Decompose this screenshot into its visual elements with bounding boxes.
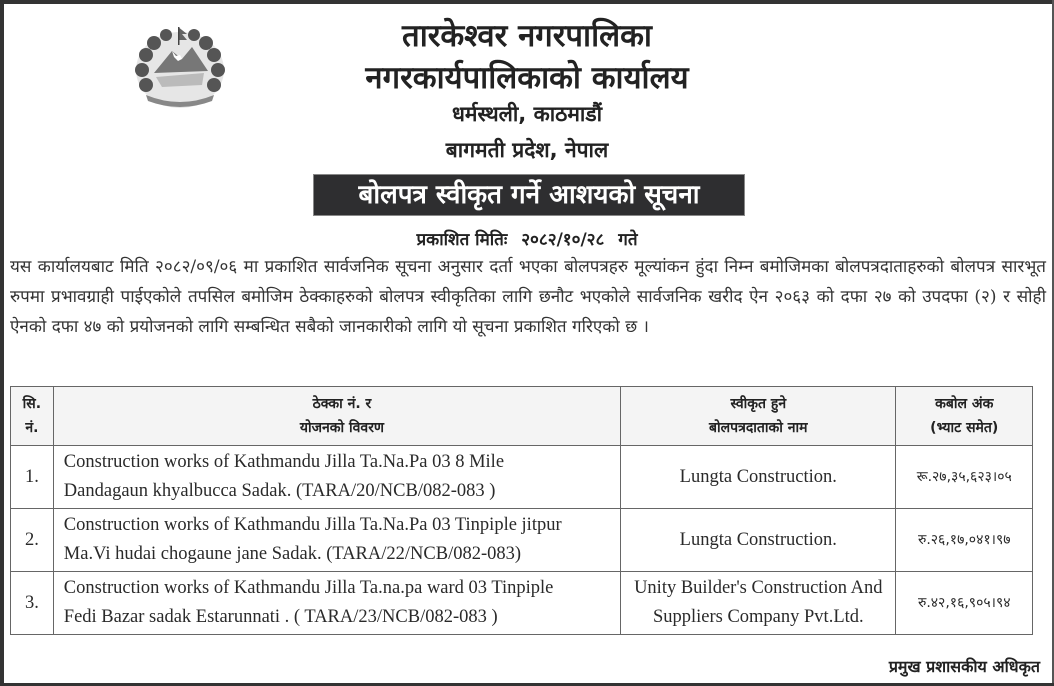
row-desc-line1: Construction works of Kathmandu Jilla Ta.Na.Pa 03 Tinpiple jitpur [63, 515, 562, 535]
row-bid-amount: रु.२६,१७,०४१।९७ [896, 509, 1033, 572]
frame-border-top [0, 0, 1054, 4]
header-desc-line1: ठेक्का नं. र [312, 396, 372, 412]
table-row [11, 446, 1033, 509]
header-bid-amount [896, 387, 1033, 446]
header-name-line1: स्वीकृत हुने [730, 396, 787, 412]
office-name: नगरकार्यपालिकाको कार्यालय [365, 60, 689, 96]
header-amount-line2: (भ्याट समेत) [930, 420, 999, 436]
notice-body: यस कार्यालयबाट मिति २०८२/०९/०६ मा प्रकाशित सार्वजनिक सूचना अनुसार दर्ता भएका बोलपत्रहरु मूल्यांकन हुंदा निम्न बमोजिमका बोलपत्रदाताहरुको बोलपत्र सारभूत रुपमा प्रभावग्राही पाईएकोले तपसिल बमोजिम ठेक्काहरुको बोलपत्र स्वीकृतिका लागि छनौट भएकोले सार्वजनिक खरीद ऐन २०६३ को दफा २७ को उपदफा (२) र सोही ऐनको दफा ४७ को प्रयोजनको लागि सम्बन्धित सबैको जानकारीको लागि यो सूचना प्रकाशित गरिएको छ । [10, 257, 1046, 337]
accepted-bids-table [10, 386, 1033, 635]
row-name-line1: Lungta Construction. [679, 466, 837, 487]
table-row [11, 509, 1033, 572]
row-desc-line2: Ma.Vi hudai chogaune jane Sadak. (TARA/22/NCB/082-083) [63, 544, 522, 564]
row-description [53, 572, 620, 635]
row-bid-amount: रु.४२,१६,९०५।९४ [896, 572, 1033, 635]
row-bid-amount: रू.२७,३५,६२३।०५ [896, 446, 1033, 509]
row-desc-line2: Fedi Bazar sadak Estarunnati . ( TARA/23/NCB/082-083 ) [63, 607, 498, 627]
row-bidder-name [621, 446, 896, 509]
signatory-title: प्रमुख प्रशासकीय अधिकृत [888, 657, 1040, 676]
header-contract-description [53, 387, 620, 446]
header-desc-line2: योजनको विवरण [299, 420, 385, 436]
header-sn-line2: नं. [25, 420, 39, 436]
office-province: बागमती प्रदेश, नेपाल [445, 138, 609, 162]
table-header-row [11, 387, 1033, 446]
header-name-line2: बोलपत्रदाताको नाम [709, 420, 808, 436]
published-suffix: गते [618, 230, 638, 250]
row-serial-number: 2. [11, 509, 54, 572]
table-row [11, 572, 1033, 635]
office-location: धर्मस्थली, काठमाडौं [451, 102, 603, 126]
row-name-line1: Lungta Construction. [679, 529, 837, 550]
row-name-line1: Unity Builder's Construction And [634, 578, 883, 598]
published-date: २०८२/१०/२८ [521, 230, 605, 250]
header-bidder-name [621, 387, 896, 446]
row-desc-line1: Construction works of Kathmandu Jilla Ta.Na.Pa 03 8 Mile [63, 452, 505, 472]
published-label: प्रकाशित मितिः [416, 230, 508, 250]
row-description [53, 509, 620, 572]
header-sn-line1: सि. [22, 396, 42, 412]
row-bidder-name [621, 572, 896, 635]
header-amount-line1: कबोल अंक [935, 396, 994, 412]
row-desc-line1: Construction works of Kathmandu Jilla Ta.na.pa ward 03 Tinpiple [63, 578, 554, 598]
row-bidder-name [621, 509, 896, 572]
row-serial-number: 1. [11, 446, 54, 509]
row-name-line2: Suppliers Company Pvt.Ltd. [652, 607, 864, 627]
notice-title: बोलपत्र स्वीकृत गर्ने आशयको सूचना [313, 174, 745, 216]
published-date-line [0, 227, 1054, 250]
row-serial-number: 3. [11, 572, 54, 635]
row-desc-line2: Dandagaun khyalbucca Sadak. (TARA/20/NCB/082-083 ) [63, 481, 496, 501]
header-serial-number [11, 387, 54, 446]
municipality-name: तारकेश्वर नगरपालिका [402, 18, 652, 54]
row-description [53, 446, 620, 509]
